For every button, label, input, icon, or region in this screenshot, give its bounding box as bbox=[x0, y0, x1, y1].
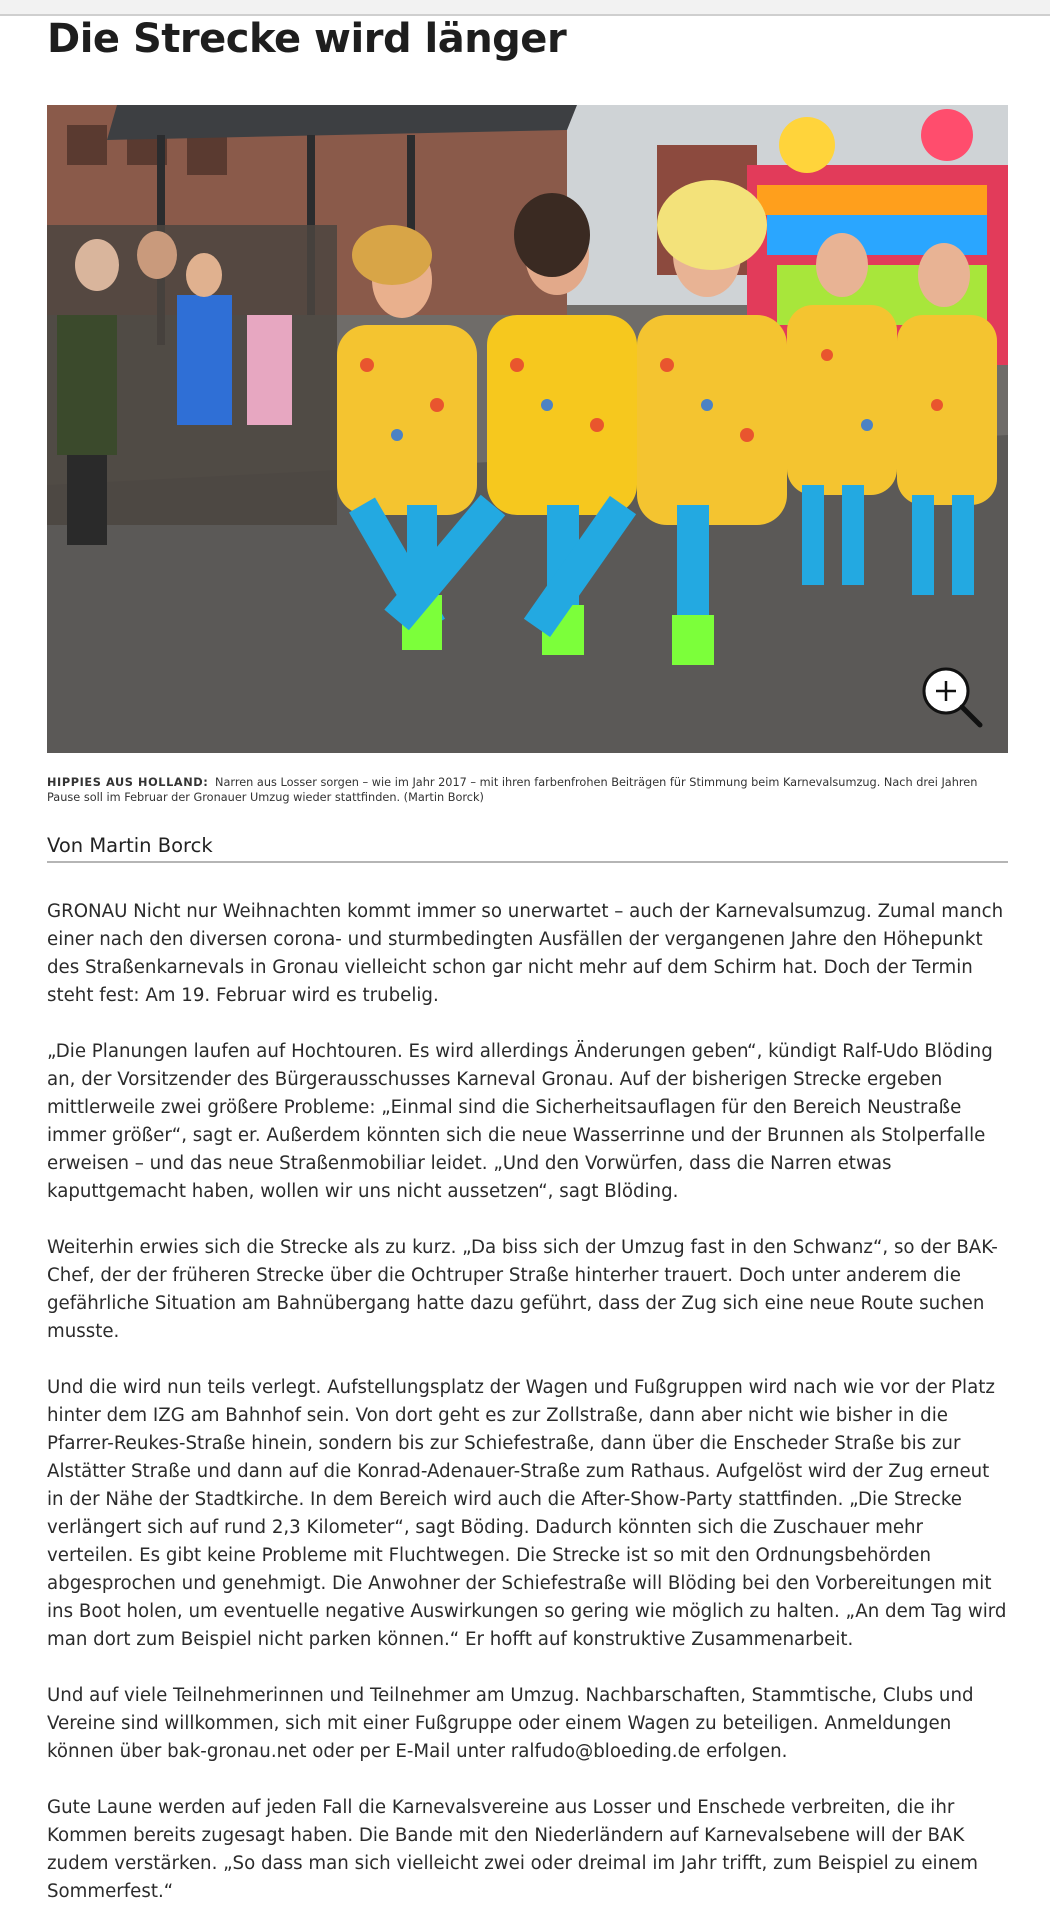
paragraph: Weiterhin erwies sich die Strecke als zu kurz. „Da biss sich der Umzug fast in den Schwanz“, so der BAK-Chef, der der früheren Strecke über die Ochtruper Straße hinterher trauert. Doch unter anderem die gefährliche Situation am Bahnübergang hatte dazu geführt, dass der Zug sich eine neue Route suchen musste. bbox=[47, 1237, 998, 1342]
top-bar bbox=[0, 0, 1050, 16]
photo-caption bbox=[47, 775, 1008, 805]
paragraph: Und die wird nun teils verlegt. Aufstellungsplatz der Wagen und Fußgruppen wird nach wie vor der Platz hinter dem IZG am Bahnhof sein. Von dort geht es zur Zollstraße, dann aber nicht wie bisher in die Pfarrer-Reukes-Straße hinein, sondern bis zur Schiefestraße, dann über die Enscheder Straße bis zur Alstätter Straße und dann auf die Konrad-Adenauer-Straße zum Rathaus. Aufgelöst wird der Zug erneut in der Nähe der Stadtkirche. In dem Bereich wird auch die After-Show-Party stattfinden. „Die Strecke verlängert sich auf rund 2,3 Kilometer“, sagt Böding. Dadurch könnten sich die Zuschauer mehr verteilen. Es gibt keine Probleme mit Fluchtwegen. Die Strecke ist so mit den Ordnungsbehörden abgesprochen und genehmigt. Die Anwohner der Schiefestraße will Blöding bei den Vorbereitungen mit ins Boot holen, um eventuelle negative Auswirkungen so gering wie möglich zu halten. „An dem Tag wird man dort zum Beispiel nicht parken können.“ Er hofft auf konstruktive Zusammenarbeit. bbox=[47, 1377, 1007, 1650]
paragraph: „Die Planungen laufen auf Hochtouren. Es wird allerdings Änderungen geben“, kündigt Ralf-Udo Blöding an, der Vorsitzender des Bürgerausschusses Karneval Gronau. Auf der bisherigen Strecke ergeben mittlerweile zwei größere Probleme: „Einmal sind die Sicherheitsauflagen für den Bereich Neustraße immer größer“, sagt er. Außerdem könnten sich die neue Wasserrinne und der Brunnen als Stolperfalle erweisen – und das neue Straßenmobiliar leidet. „Und den Vorwürfen, dass die Narren etwas kaputtgemacht haben, wollen wir uns nicht aussetzen“, sagt Blöding. bbox=[47, 1041, 993, 1202]
article-title: Die Strecke wird länger bbox=[47, 16, 567, 62]
author-byline: Von Martin Borck bbox=[47, 833, 1008, 863]
carnival-photo bbox=[47, 105, 1008, 753]
paragraph: Gute Laune werden auf jeden Fall die Karnevalsvereine aus Losser und Enschede verbreiten, die ihr Kommen bereits zugesagt haben. Die Bande mit den Niederländern auf Karnevalsebene will der BAK zudem verstärken. „So dass man sich vielleicht zwei oder dreimal im Jahr trifft, zum Beispiel zu einem Sommerfest.“ bbox=[47, 1797, 979, 1902]
paragraph: Und auf viele Teilnehmerinnen und Teilnehmer am Umzug. Nachbarschaften, Stammtische, Clubs und Vereine sind willkommen, sich mit einer Fußgruppe oder einem Wagen zu beteiligen. Anmeldungen können über bak-gronau.net oder per E-Mail unter ralfudo@bloeding.de erfolgen. bbox=[47, 1685, 974, 1762]
zoom-in-magnifier-icon[interactable] bbox=[920, 665, 984, 729]
paragraph: GRONAU Nicht nur Weihnachten kommt immer so unerwartet – auch der Karnevalsumzug. Zumal manch einer nach den diversen corona- und sturmbedingten Ausfällen der vergangenen Jahre den Höhepunkt des Straßenkarnevals in Gronau vielleicht schon gar nicht mehr auf dem Schirm hat. Doch der Termin steht fest: Am 19. Februar wird es trubelig. bbox=[47, 901, 1004, 1006]
caption-text: Narren aus Losser sorgen – wie im Jahr 2017 – mit ihren farbenfrohen Beiträgen für Stimmung beim Karnevalsumzug. Nach drei Jahren Pause soll im Februar der Gronauer Umzug wieder stattfinden. (Martin Borck) bbox=[47, 776, 978, 804]
caption-lead: HIPPIES AUS HOLLAND: bbox=[47, 776, 209, 789]
article-photo[interactable] bbox=[47, 105, 1008, 753]
article bbox=[47, 16, 1008, 1906]
article-body bbox=[47, 898, 1008, 1906]
